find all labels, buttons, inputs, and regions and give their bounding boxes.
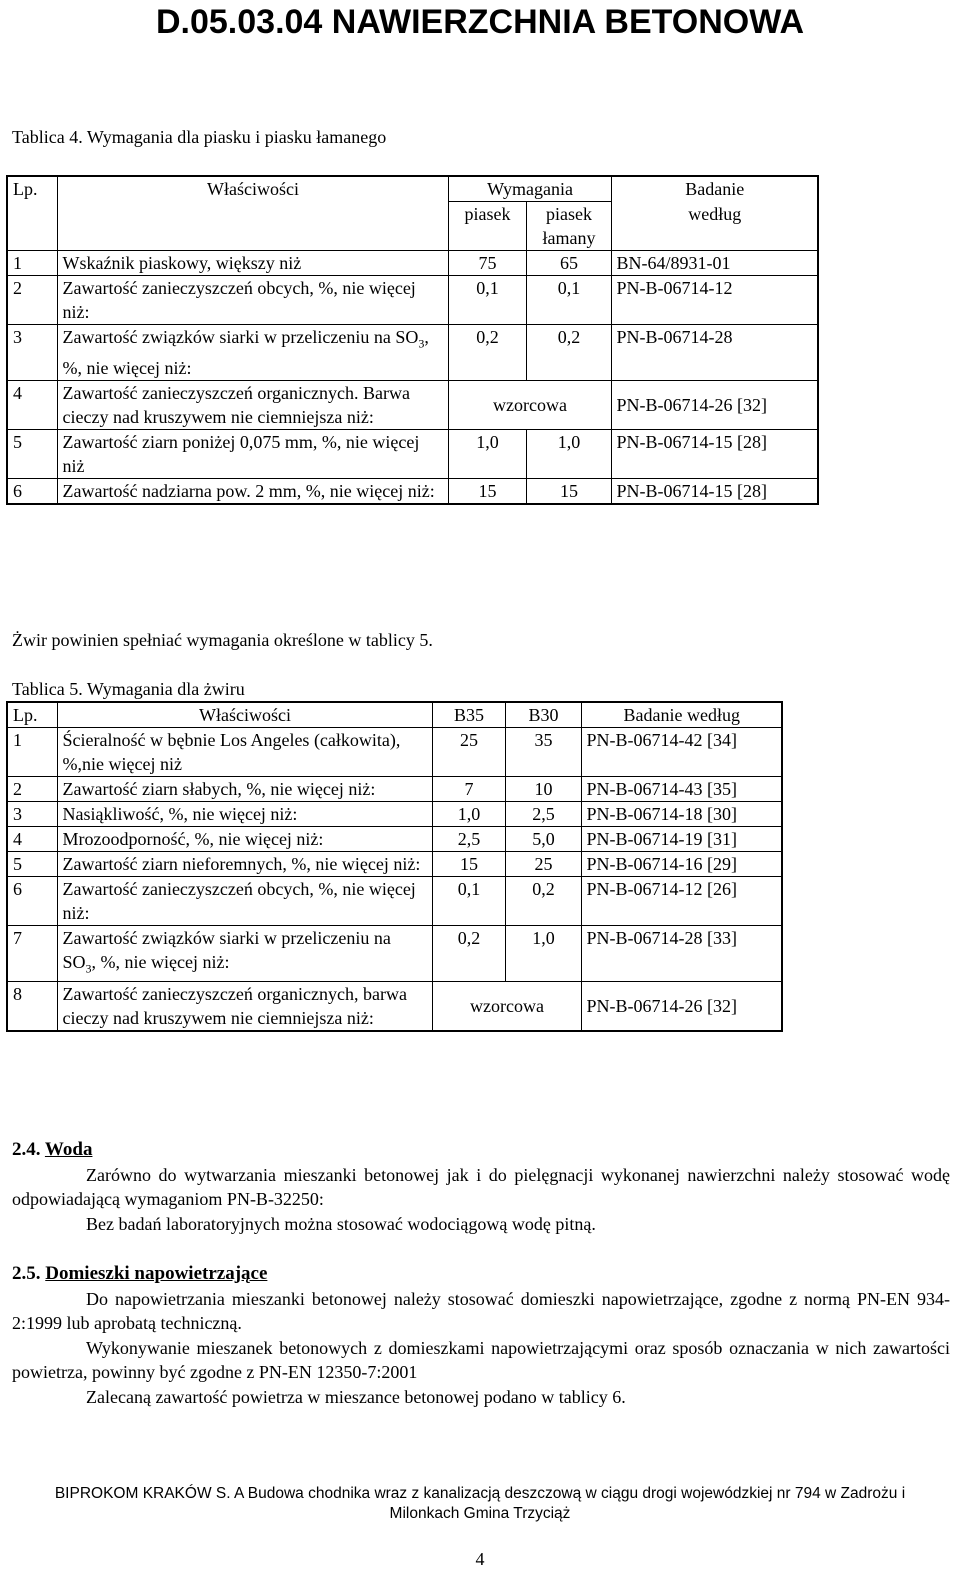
table-row <box>7 276 818 325</box>
row-test: PN-B-06714-42 [34] <box>581 728 782 777</box>
row-sand: 75 <box>448 251 526 276</box>
header-test: Badanie według <box>581 702 782 728</box>
footer-line: Milonkach Gmina Trzyciąż <box>389 1505 571 1522</box>
row-test: PN-B-06714-15 [28] <box>611 429 818 478</box>
row-test: PN-B-06714-12 <box>611 276 818 325</box>
gravel-requirements-table <box>6 701 783 1032</box>
row-lp: 6 <box>7 877 57 926</box>
section-number: 2.4. <box>12 1139 41 1160</box>
section-heading-admixtures <box>12 1262 267 1286</box>
row-b30: 5,0 <box>505 827 581 852</box>
row-property: Zawartość nadziarna pow. 2 mm, %, nie więcej niż: <box>57 478 448 504</box>
paragraph: Bez badań laboratoryjnych można stosować wodociągową wodę pitną. <box>86 1214 596 1234</box>
table4-caption: Tablica 4. Wymagania dla piasku i piasku łamanego <box>12 127 387 147</box>
row-test: PN-B-06714-12 [26] <box>581 877 782 926</box>
header-requirements: Wymagania <box>448 176 611 202</box>
row-property <box>57 325 448 381</box>
row-lp: 4 <box>7 380 57 429</box>
row-lp: 8 <box>7 981 57 1031</box>
row-b35: 7 <box>432 777 505 802</box>
row-lp: 1 <box>7 728 57 777</box>
row-lp: 1 <box>7 251 57 276</box>
table-header-row <box>7 176 818 202</box>
row-lp: 4 <box>7 827 57 852</box>
row-sand: 0,1 <box>448 276 526 325</box>
property-text: Zawartość związków siarki w przeliczeniu na SO <box>62 327 419 347</box>
header-lp: Lp. <box>13 179 38 199</box>
document-title: D.05.03.04 NAWIERZCHNIA BETONOWA <box>155 3 804 41</box>
row-lp: 6 <box>7 478 57 504</box>
row-b35: 0,2 <box>432 926 505 982</box>
header-test: Badanie <box>611 176 818 202</box>
row-b30: 1,0 <box>505 926 581 982</box>
row-lp: 2 <box>7 777 57 802</box>
row-lp: 5 <box>7 852 57 877</box>
row-b35: 25 <box>432 728 505 777</box>
row-test: PN-B-06714-19 [31] <box>581 827 782 852</box>
table-row <box>7 802 782 827</box>
table-row <box>7 325 818 381</box>
header-properties: Właściwości <box>57 702 432 728</box>
row-property: Zawartość zanieczyszczeń organicznych. Barwa cieczy nad kruszywem nie ciemniejsza niż: <box>57 380 448 429</box>
row-property: Zawartość zanieczyszczeń obcych, %, nie więcej niż: <box>57 877 432 926</box>
header-sand: piasek <box>448 202 526 251</box>
row-test: PN-B-06714-26 [32] <box>581 981 782 1031</box>
table5-caption: Tablica 5. Wymagania dla żwiru <box>12 679 245 699</box>
row-merged-requirement: wzorcowa <box>432 981 581 1031</box>
subscript: 3 <box>85 961 92 976</box>
row-merged-requirement: wzorcowa <box>448 380 611 429</box>
table-row <box>7 728 782 777</box>
row-sand: 1,0 <box>448 429 526 478</box>
table-row <box>7 877 782 926</box>
header-lp: Lp. <box>7 702 57 728</box>
footer-line: BIPROKOM KRAKÓW S. A Budowa chodnika wraz z kanalizacją deszczową w ciągu drogi wojewódzkiej nr 794 w Zadrożu i <box>54 1485 906 1502</box>
row-b35: 15 <box>432 852 505 877</box>
row-property: Zawartość ziarn słabych, %, nie więcej niż: <box>57 777 432 802</box>
row-crushed-sand: 65 <box>526 251 611 276</box>
row-sand: 0,2 <box>448 325 526 381</box>
table-row <box>7 981 782 1031</box>
row-b30: 10 <box>505 777 581 802</box>
paragraph: Zarówno do wytwarzania mieszanki betonowej jak i do pielęgnacji wykonanej nawierzchni należy stosować wodę odpowiadającą wymaganiom PN-B-32250: <box>12 1165 950 1209</box>
row-sand: 15 <box>448 478 526 504</box>
header-properties: Właściwości <box>57 176 448 251</box>
page-footer <box>0 1484 960 1524</box>
row-crushed-sand: 0,1 <box>526 276 611 325</box>
page-number: 4 <box>475 1549 485 1569</box>
row-lp: 7 <box>7 926 57 982</box>
row-b30: 0,2 <box>505 877 581 926</box>
header-b35: B35 <box>432 702 505 728</box>
table-header-row <box>7 702 782 728</box>
row-b30: 25 <box>505 852 581 877</box>
sand-requirements-table <box>6 175 819 505</box>
paragraph: Do napowietrzania mieszanki betonowej należy stosować domieszki napowietrzające, zgodne z normą PN-EN 934-2:1999 lub aprobatą techniczną. <box>12 1289 950 1333</box>
subscript: 3 <box>418 336 425 351</box>
paragraph: Wykonywanie mieszanek betonowych z domieszkami napowietrzającymi oraz sposób oznaczania w nich zawartości powietrza, powinny być zgodne z PN-EN 12350-7:2001 <box>12 1338 950 1382</box>
table-row <box>7 926 782 982</box>
row-b35: 2,5 <box>432 827 505 852</box>
row-lp: 3 <box>7 802 57 827</box>
row-property: Mrozoodporność, %, nie więcej niż: <box>57 827 432 852</box>
header-crushed-sand: piasek łamany <box>526 202 611 251</box>
row-property: Wskaźnik piaskowy, większy niż <box>57 251 448 276</box>
row-test: PN-B-06714-43 [35] <box>581 777 782 802</box>
section-title: Woda <box>44 1139 93 1160</box>
section-heading-water <box>12 1138 92 1162</box>
table-row <box>7 251 818 276</box>
row-property: Zawartość zanieczyszczeń obcych, %, nie więcej niż: <box>57 276 448 325</box>
gravel-requirements-note: Żwir powinien spełniać wymagania określone w tablicy 5. <box>12 630 433 650</box>
row-lp: 5 <box>7 429 57 478</box>
row-property: Ścieralność w bębnie Los Angeles (całkowita), %,nie więcej niż <box>57 728 432 777</box>
row-test: PN-B-06714-28 <box>611 325 818 381</box>
table-row <box>7 429 818 478</box>
row-test: PN-B-06714-15 [28] <box>611 478 818 504</box>
row-b30: 35 <box>505 728 581 777</box>
row-property: Zawartość ziarn nieforemnych, %, nie więcej niż: <box>57 852 432 877</box>
row-property: Nasiąkliwość, %, nie więcej niż: <box>57 802 432 827</box>
row-test: BN-64/8931-01 <box>611 251 818 276</box>
row-test: PN-B-06714-26 [32] <box>611 380 818 429</box>
row-property: Zawartość ziarn poniżej 0,075 mm, %, nie więcej niż <box>57 429 448 478</box>
table-row <box>7 380 818 429</box>
property-text: , %, nie więcej niż: <box>91 952 230 972</box>
table-row <box>7 852 782 877</box>
row-lp: 2 <box>7 276 57 325</box>
section-title: Domieszki napowietrzające <box>45 1263 268 1284</box>
table-row <box>7 777 782 802</box>
row-property <box>57 926 432 982</box>
row-test: PN-B-06714-28 [33] <box>581 926 782 982</box>
header-b30: B30 <box>505 702 581 728</box>
table-row <box>7 827 782 852</box>
row-crushed-sand: 0,2 <box>526 325 611 381</box>
table-row <box>7 478 818 504</box>
row-b30: 2,5 <box>505 802 581 827</box>
section-number: 2.5. <box>12 1263 41 1284</box>
row-lp: 3 <box>7 325 57 381</box>
row-test: PN-B-06714-16 [29] <box>581 852 782 877</box>
row-b35: 1,0 <box>432 802 505 827</box>
row-crushed-sand: 1,0 <box>526 429 611 478</box>
header-according-to: według <box>611 202 818 251</box>
row-crushed-sand: 15 <box>526 478 611 504</box>
row-b35: 0,1 <box>432 877 505 926</box>
property-text: , %, nie więcej niż: <box>62 327 429 378</box>
paragraph: Zalecaną zawartość powietrza w mieszance betonowej podano w tablicy 6. <box>86 1387 626 1407</box>
property-text: Zawartość związków siarki w przeliczeniu na SO <box>62 928 391 972</box>
row-property: Zawartość zanieczyszczeń organicznych, barwa cieczy nad kruszywem nie ciemniejsza niż: <box>57 981 432 1031</box>
row-test: PN-B-06714-18 [30] <box>581 802 782 827</box>
